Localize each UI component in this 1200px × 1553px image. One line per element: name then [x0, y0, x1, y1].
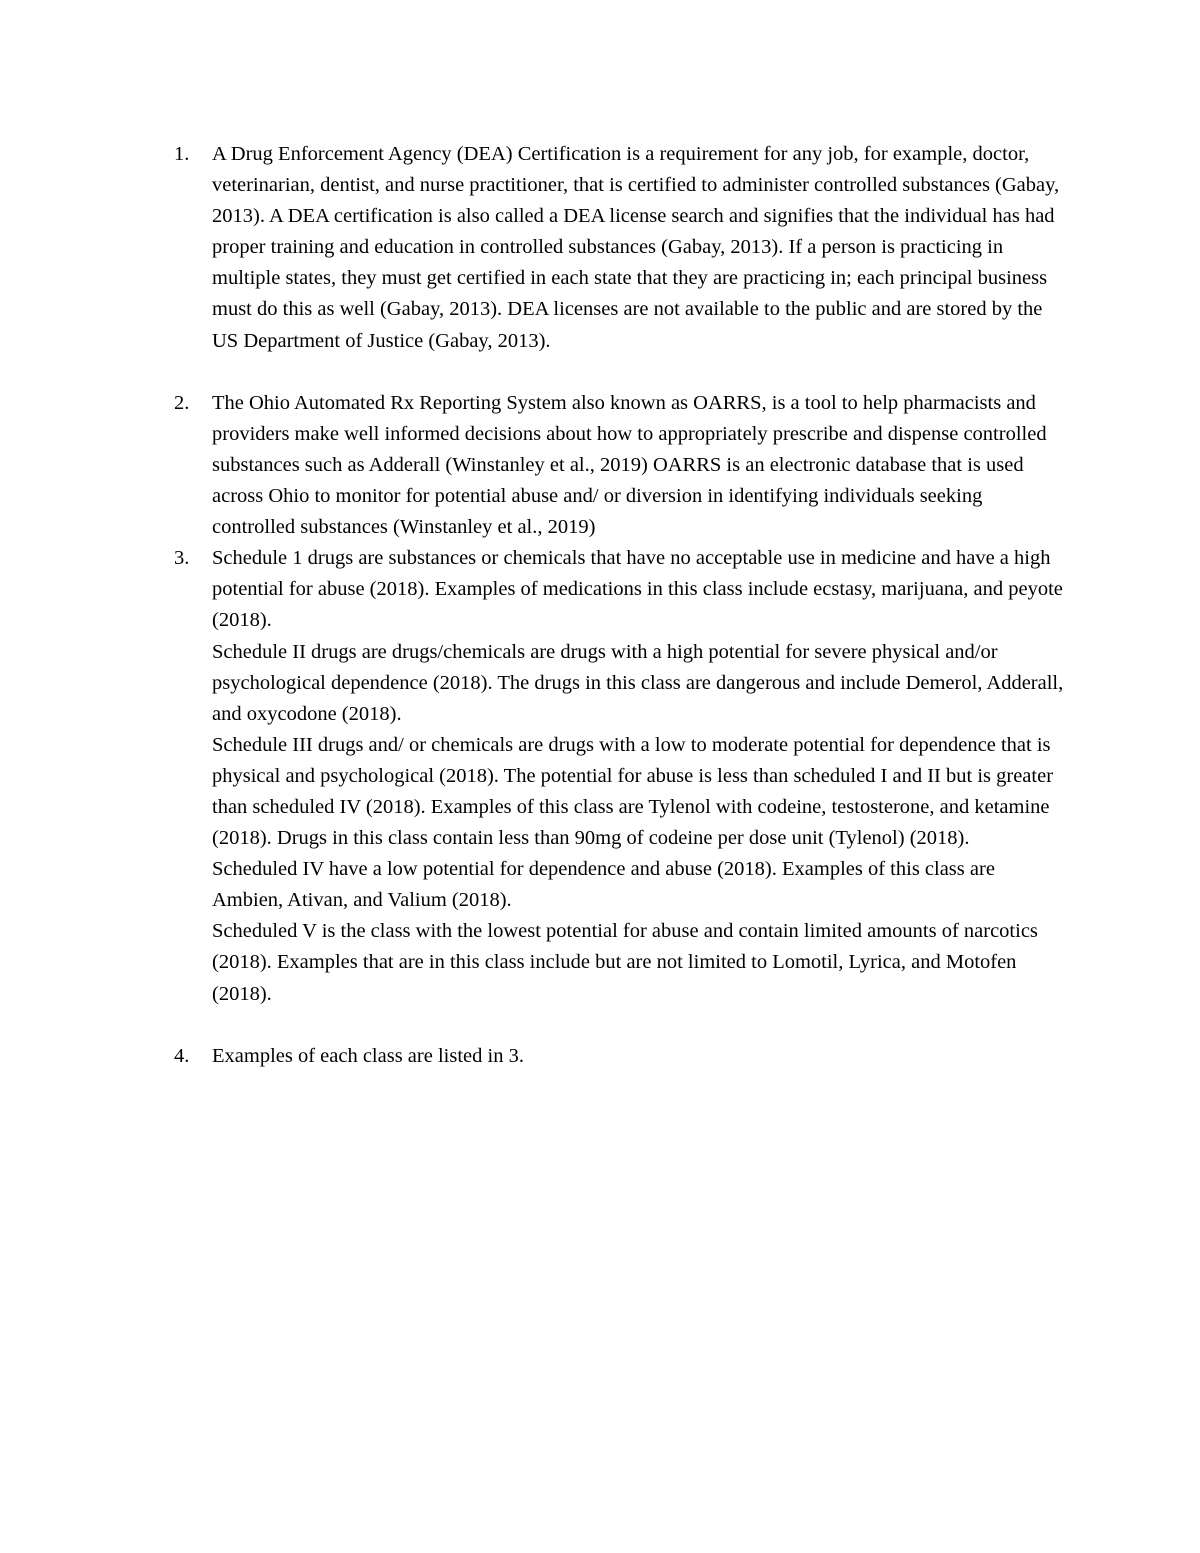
paragraph-schedule-1: Schedule 1 drugs are substances or chemicals that have no acceptable use in medicine and have a high potential for abuse (2018). Examples of medications in this class include ecstasy, marijuana, and peyote (2018). — [212, 547, 1063, 632]
paragraph-schedule-5: Scheduled V is the class with the lowest potential for abuse and contain limited amounts of narcotics (2018). Examples that are in this class include but are not limited to Lomotil, Lyrica, and Motofen (2018). — [212, 920, 1038, 1005]
list-number: 2. — [174, 391, 190, 414]
paragraph-oarrs: The Ohio Automated Rx Reporting System also known as OARRS, is a tool to help pharmacists and providers make well informed decisions about how to appropriately prescribe and dispense controlled substances such as Adderall (Winstanley et al., 2019) OARRS is an electronic database that is used across Ohio to monitor for potential abuse and/ or diversion in identifying individuals seeking controlled substances (Winstanley et al., 2019) — [212, 391, 1047, 539]
paragraph-schedule-2: Schedule II drugs are drugs/chemicals are drugs with a high potential for severe physical and/or psychological dependence (2018). The drugs in this class are dangerous and include Demerol, Adderall, and oxycodone (2018). — [212, 640, 1064, 725]
list-number: 4. — [174, 1044, 190, 1067]
numbered-list — [174, 139, 1064, 1072]
paragraph-spacer — [174, 1010, 1064, 1041]
list-number: 1. — [174, 143, 190, 165]
list-item-body — [212, 388, 1064, 543]
list-item-body — [212, 1041, 1064, 1072]
paragraph-schedule-4: Scheduled IV have a low potential for dependence and abuse (2018). Examples of this class are Ambien, Ativan, and Valium (2018). — [212, 858, 995, 912]
paragraph-examples: Examples of each class are listed in 3. — [212, 1044, 524, 1067]
list-item-1 — [174, 139, 1064, 357]
list-item-4 — [174, 1041, 1064, 1072]
list-item-body — [212, 543, 1064, 1009]
list-item-body — [212, 139, 1064, 357]
list-item-2 — [174, 388, 1064, 543]
list-number: 3. — [174, 547, 190, 570]
paragraph-schedule-3: Schedule III drugs and/ or chemicals are drugs with a low to moderate potential for dependence that is physical and psychological (2018). The potential for abuse is less than scheduled I and II but is greater than scheduled IV (2018). Examples of this class are Tylenol with codeine, testosterone, and ketamine (2018). Drugs in this class contain less than 90mg of codeine per dose unit (Tylenol) (2018). — [212, 733, 1054, 850]
list-item-3 — [174, 543, 1064, 1009]
paragraph-spacer — [174, 357, 1064, 388]
paragraph-dea-certification: A Drug Enforcement Agency (DEA) Certification is a requirement for any job, for example, doctor, veterinarian, dentist, and nurse practitioner, that is certified to administer controlled substances (Gabay, 2013). A DEA certification is also called a DEA license search and signifies that the individual has had proper training and education in controlled substances (Gabay, 2013). If a person is practicing in multiple states, they must get certified in each state that they are practicing in; each principal business must do this as well (Gabay, 2013). DEA licenses are not available to the public and are stored by the US Department of Justice (Gabay, 2013). — [212, 143, 1060, 352]
